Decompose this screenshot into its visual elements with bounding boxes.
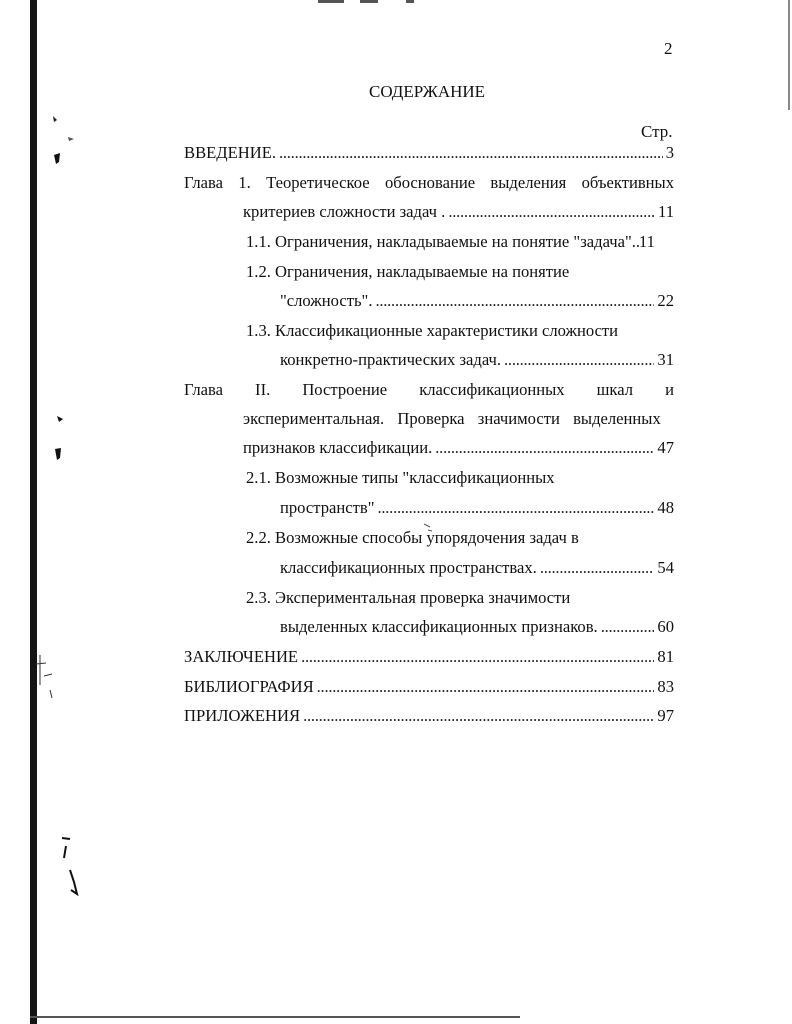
- toc-entry-bibliography: [184, 677, 674, 697]
- toc-chapter-2-line3: [243, 438, 674, 458]
- toc-chapter-2-line2: [243, 409, 674, 429]
- toc-word: классификационных: [419, 380, 565, 399]
- scan-speck: [62, 838, 77, 894]
- toc-word: объективных: [581, 173, 674, 192]
- toc-entry-page: 81: [657, 647, 674, 666]
- toc-word: Построение: [302, 380, 388, 399]
- toc-entry-title: критериев сложности задач .: [243, 202, 446, 221]
- toc-entry-page: 3: [665, 143, 674, 162]
- toc-entry-page: 83: [657, 677, 674, 696]
- scan-speck: [55, 448, 61, 460]
- toc-entry-page: 54: [657, 558, 674, 577]
- toc-leader-dots: [375, 291, 654, 311]
- toc-entry-title: классификационных пространствах.: [280, 558, 537, 577]
- toc-leader-dots: [303, 706, 654, 726]
- toc-word: шкал: [596, 380, 634, 399]
- toc-entry-title: БИБЛИОГРАФИЯ: [184, 677, 314, 696]
- toc-leader-dots: [377, 498, 654, 518]
- toc-leader-dots: [435, 438, 654, 458]
- scan-speck: [36, 655, 52, 698]
- toc-entry-title: ПРИЛОЖЕНИЯ: [184, 706, 301, 725]
- scan-speck: [68, 137, 74, 141]
- toc-entry-title: признаков классификации.: [243, 438, 433, 457]
- toc-section-2-1-line2: [280, 498, 674, 518]
- toc-word: II.: [255, 380, 271, 399]
- toc-entry-title: выделенных классификационных признаков.: [280, 617, 598, 636]
- toc-entry-page: 11: [658, 202, 674, 221]
- toc-word: значимости: [477, 409, 560, 428]
- toc-leader-dots: [504, 350, 654, 370]
- toc-entry-page: 97: [657, 706, 674, 725]
- toc-entry-title: 1.1. Ограничения, накладываемые на понятие "задача".: [246, 232, 636, 251]
- toc-word: Глава: [184, 173, 223, 192]
- toc-leader-dots: [601, 617, 655, 637]
- toc-entry-conclusion: [184, 647, 674, 667]
- toc-entry-page: 60: [657, 617, 674, 636]
- toc-section-1-3-line2: [280, 350, 674, 370]
- toc-entry-title: ЗАКЛЮЧЕНИЕ: [184, 647, 299, 666]
- toc-entry-page: 48: [657, 498, 674, 517]
- toc-word: Глава: [184, 380, 223, 399]
- toc-section-2-2-line2: [280, 558, 674, 578]
- toc-entry-page: 22: [657, 291, 674, 310]
- toc-entry-introduction: [184, 143, 674, 163]
- toc-word: выделенных: [573, 409, 661, 428]
- toc-word: экспериментальная.: [243, 409, 385, 428]
- toc-word: обоснование: [384, 173, 476, 192]
- scan-speck: [54, 153, 60, 164]
- toc-word: 1.: [238, 173, 251, 192]
- toc-section-1-3-line1: 1.3. Классификационные характеристики сложности: [246, 321, 619, 340]
- toc-leader-dots: [301, 647, 654, 667]
- toc-section-2-3-line1: 2.3. Экспериментальная проверка значимости: [246, 588, 571, 607]
- page-column-label: Стр.: [641, 122, 673, 141]
- toc-entry-page: 47: [657, 438, 674, 457]
- toc-section-1-2-line2: [280, 291, 674, 311]
- toc-section-1-2-line1: 1.2. Ограничения, накладываемые на понятие: [246, 262, 570, 281]
- toc-leader-dots: [317, 677, 655, 697]
- toc-entry-title: пространств": [280, 498, 375, 517]
- toc-entry-page: 31: [657, 350, 674, 369]
- toc-section-1-1: [246, 232, 674, 252]
- toc-section-2-2-line1: 2.2. Возможные способы упорядочения задач в: [246, 528, 579, 547]
- toc-section-2-1-line1: 2.1. Возможные типы "классификационных: [246, 468, 555, 487]
- toc-leader-dots: [279, 143, 663, 163]
- toc-word: и: [665, 380, 674, 399]
- toc-chapter-2-heading: [184, 380, 674, 400]
- page-title: СОДЕРЖАНИЕ: [369, 82, 486, 101]
- toc-entry-appendices: [184, 706, 674, 726]
- toc-entry-title: конкретно-практических задач.: [280, 350, 502, 369]
- toc-section-2-3-line2: [280, 617, 674, 637]
- toc-chapter-1-continuation: [243, 202, 674, 222]
- toc-leader-dots: [540, 558, 655, 578]
- scan-speck: [57, 416, 63, 422]
- toc-leader-dots: [448, 202, 655, 222]
- scan-speck: [53, 116, 57, 122]
- toc-entry-title: "сложность".: [280, 291, 373, 310]
- toc-word: Теоретическое: [266, 173, 370, 192]
- toc-entry-page: 11: [638, 232, 655, 251]
- toc-entry-title: ВВЕДЕНИЕ.: [184, 143, 276, 162]
- page-number: 2: [664, 39, 673, 58]
- toc-word: Проверка: [397, 409, 465, 428]
- toc-chapter-1-heading: [184, 173, 674, 193]
- toc-word: выделения: [490, 173, 567, 192]
